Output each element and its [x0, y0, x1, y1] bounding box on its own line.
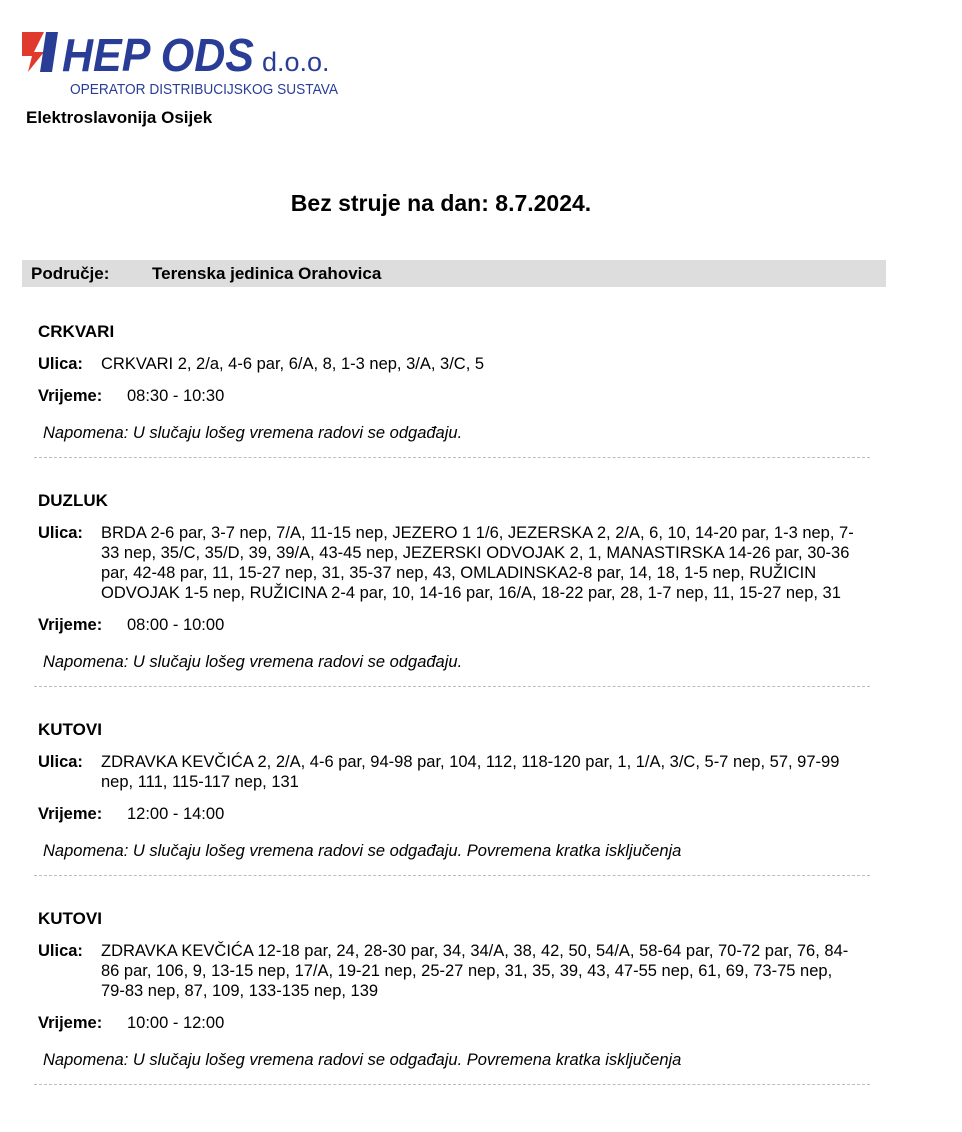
dashed-divider	[34, 875, 870, 876]
time-row	[38, 1013, 886, 1033]
place-name: KUTOVI	[38, 909, 102, 928]
street-row	[38, 354, 886, 374]
time-label: Vrijeme:	[38, 805, 103, 823]
street-list: ZDRAVKA KEVČIĆA 12-18 par, 24, 28-30 par, 34, 34/A, 38, 42, 50, 54/A, 58-64 par, 70-72 par, 76, 84-86 par, 106, 9, 13-15 nep, 17/A, 19-21 nep, 25-27 nep, 31, 35, 39, 43, 47-55 nep, 61, 69, 73-75 nep, 79-83 nep, 87, 109, 133-135 nep, 139	[101, 942, 849, 1000]
street-row	[38, 941, 886, 1001]
time-row	[38, 615, 886, 635]
hep-ods-logo	[22, 30, 352, 102]
time-row	[38, 386, 886, 406]
logo-text: HEP ODS	[62, 30, 255, 81]
time-value: 08:30 - 10:30	[127, 387, 225, 405]
time-row	[38, 804, 886, 824]
logo-suffix: d.o.o.	[262, 47, 330, 77]
place-name: CRKVARI	[38, 322, 115, 341]
area-bar	[22, 260, 886, 287]
outage-entry	[38, 909, 886, 1085]
note: Napomena: U slučaju lošeg vremena radovi se odgađaju. Povremena kratka isključenja	[43, 1051, 682, 1069]
area-value: Terenska jedinica Orahovica	[152, 263, 382, 283]
note: Napomena: U slučaju lošeg vremena radovi se odgađaju. Povremena kratka isključenja	[43, 842, 682, 860]
street-list: CRKVARI 2, 2/a, 4-6 par, 6/A, 8, 1-3 nep, 3/A, 3/C, 5	[101, 355, 485, 373]
street-list: ZDRAVKA KEVČIĆA 2, 2/A, 4-6 par, 94-98 par, 104, 112, 118-120 par, 1, 1/A, 3/C, 5-7 nep, 57, 97-99 nep, 111, 115-117 nep, 131	[101, 753, 840, 791]
dashed-divider	[34, 457, 870, 458]
logo-lightning-icon	[22, 32, 44, 72]
company-unit: Elektroslavonija Osijek	[26, 108, 213, 127]
page-title: Bez struje na dan: 8.7.2024.	[290, 190, 592, 216]
place-name: KUTOVI	[38, 720, 102, 739]
street-list: BRDA 2-6 par, 3-7 nep, 7/A, 11-15 nep, JEZERO 1 1/6, JEZERSKA 2, 2/A, 6, 10, 14-20 par, 1-3 nep, 7-33 nep, 35/C, 35/D, 39, 39/A, 43-45 nep, JEZERSKI ODVOJAK 2, 1, MANASTIRSKA 14-26 par, 30-36 par, 42-48 par, 11, 15-27 nep, 31, 35-37 nep, 43, OMLADINSKA2-8 par, 14, 18, 1-5 nep, RUŽICIN ODVOJAK 1-5 nep, RUŽICINA 2-4 par, 10, 14-16 par, 16/A, 18-22 par, 28, 1-7 nep, 11, 15-27 nep, 31	[101, 524, 854, 602]
time-label: Vrijeme:	[38, 616, 103, 634]
street-row	[38, 523, 886, 603]
time-label: Vrijeme:	[38, 1014, 103, 1032]
logo-tagline: OPERATOR DISTRIBUCIJSKOG SUSTAVA	[70, 81, 338, 98]
street-row	[38, 752, 886, 792]
time-value: 10:00 - 12:00	[127, 1014, 225, 1032]
area-label: Područje:	[31, 263, 110, 283]
place-name: DUZLUK	[38, 491, 108, 510]
outage-entry	[38, 720, 886, 876]
time-value: 12:00 - 14:00	[127, 805, 225, 823]
dashed-divider	[34, 1084, 870, 1085]
outage-entry	[38, 491, 886, 687]
time-value: 08:00 - 10:00	[127, 616, 225, 634]
street-label: Ulica:	[38, 355, 83, 373]
street-label: Ulica:	[38, 942, 83, 960]
dashed-divider	[34, 686, 870, 687]
street-label: Ulica:	[38, 753, 83, 771]
outage-entry	[38, 322, 886, 458]
outage-list	[38, 322, 886, 1085]
street-label: Ulica:	[38, 524, 83, 542]
note: Napomena: U slučaju lošeg vremena radovi se odgađaju.	[43, 653, 463, 671]
note: Napomena: U slučaju lošeg vremena radovi se odgađaju.	[43, 424, 463, 442]
time-label: Vrijeme:	[38, 387, 103, 405]
